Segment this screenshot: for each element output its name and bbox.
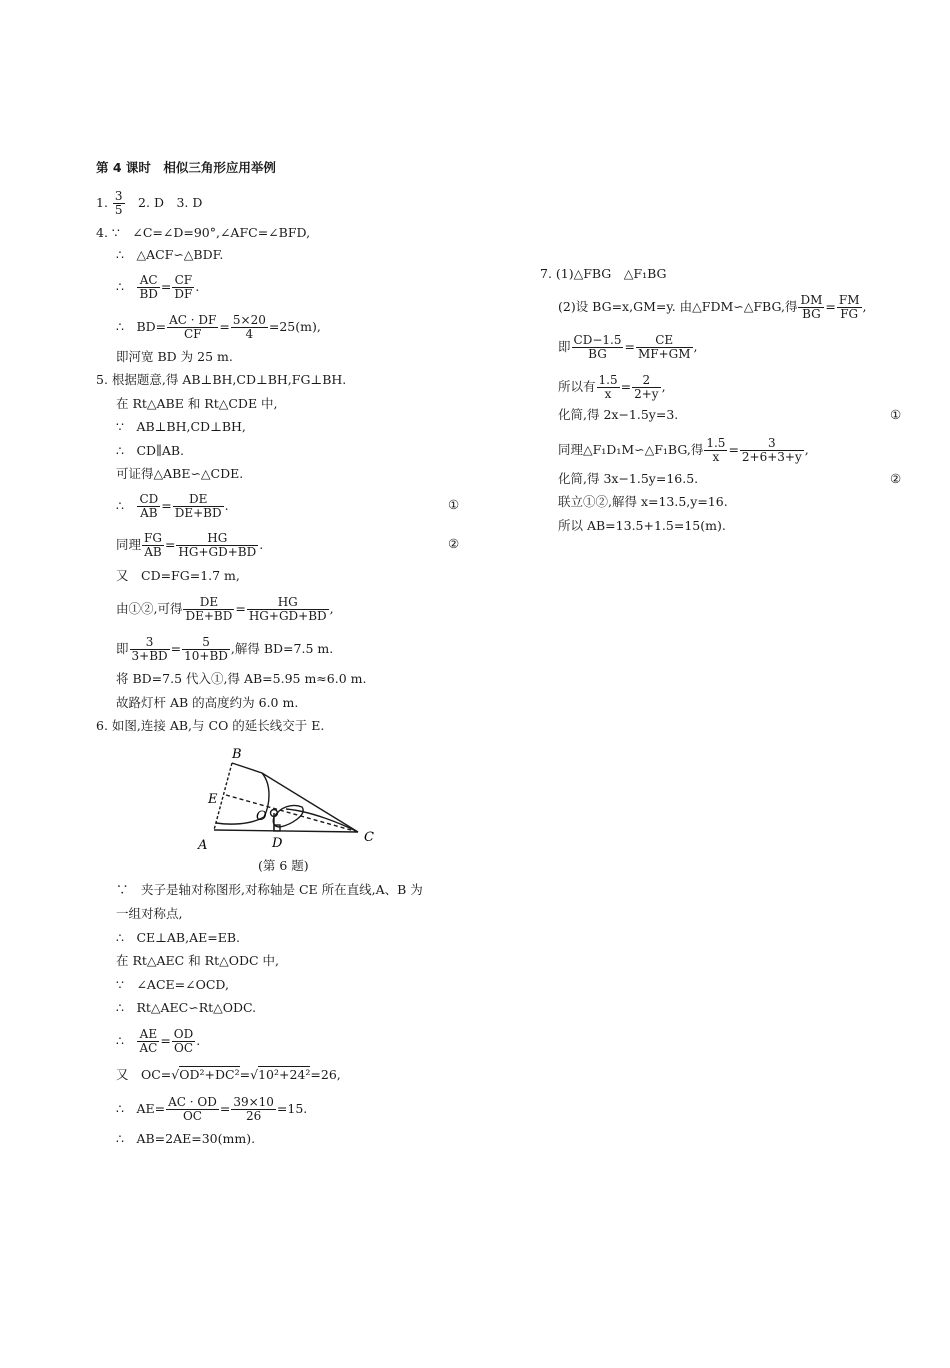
- q6-line-3: 一组对称点,: [116, 906, 183, 921]
- q6-line-9: 又 OC=√OD²+DC²=√10²+24²=26,: [116, 1067, 341, 1082]
- label-o: O: [256, 809, 267, 824]
- q5-line-9: 由①②,可得 $\frac{DE}{DE+BD}$ = $\frac{HG}{HG+GD+BD}$ ,: [116, 595, 334, 623]
- q6-line-6: ∵ ∠ACE=∠OCD,: [116, 977, 229, 992]
- q6-line-10: ∴ AE= $\frac{AC \cdot OD}{OC}$ = $\frac{39\times 10}{26}$ =15.: [116, 1095, 308, 1123]
- q7-line-6: 同理△F₁D₁M∽△F₁BG,得 $\frac{1.5}{x}$ = $\frac{3}{2+6+3+y}$ ,: [558, 436, 809, 464]
- q6-line-8: ∴ $\frac{AE}{AC}$ = $\frac{OD}{OC}$ .: [116, 1027, 201, 1055]
- q5-line-7: 同理 $\frac{FG}{AB}$ = $\frac{HG}{HG+GD+BD}$ .: [116, 531, 264, 559]
- q6-line-11: ∴ AB=2AE=30(mm).: [116, 1131, 256, 1146]
- q5-line-2: 在 Rt△ABE 和 Rt△CDE 中,: [116, 396, 278, 411]
- q5-line-10: 即 $\frac{3}{3+BD}$ = $\frac{5}{10+BD}$ ,解得 BD=7.5 m.: [116, 635, 334, 663]
- fraction: $\frac{3}{5}$: [114, 189, 123, 217]
- figure-caption: (第 6 题): [258, 858, 309, 873]
- q7-equation-mark-1: ①: [890, 407, 902, 422]
- sqrt-sign: √: [250, 1067, 259, 1082]
- sqrt-sign: √: [171, 1067, 180, 1082]
- q4-line-2: ∴ △ACF∽△BDF.: [116, 247, 224, 262]
- q5-line-5: 可证得△ABE∽△CDE.: [116, 466, 244, 481]
- q4-line-1: 4. ∵ ∠C=∠D=90°,∠AFC=∠BFD,: [96, 225, 311, 240]
- q6-line-1: 6. 如图,连接 AB,与 CO 的延长线交于 E.: [96, 718, 325, 733]
- q7-line-3: 即 $\frac{CD-1.5}{BG}$ = $\frac{CE}{MF+GM}$ ,: [558, 333, 698, 361]
- q4-line-3: ∴ $\frac{AC}{BD}$ = $\frac{CF}{DF}$ .: [116, 273, 200, 301]
- q7-line-2: (2)设 BG=x,GM=y. 由△FDM∽△FBG,得 $\frac{DM}{BG}$ = $\frac{FM}{FG}$ ,: [558, 293, 867, 321]
- label-d: D: [272, 836, 283, 851]
- section-title: 第 4 课时 相似三角形应用举例: [96, 160, 276, 175]
- q5-line-4: ∴ CD∥AB.: [116, 443, 184, 458]
- q7-line-1: 7. (1)△FBG △F₁BG: [540, 266, 667, 281]
- q7-line-5: 化简,得 2x−1.5y=3.: [558, 407, 679, 422]
- q1-label: 1.: [96, 195, 112, 210]
- equation-mark-2: ②: [448, 536, 460, 551]
- label-a: A: [198, 838, 208, 853]
- q7-line-9: 所以 AB=13.5+1.5=15(m).: [558, 518, 726, 533]
- q5-line-6: ∴ $\frac{CD}{AB}$ = $\frac{DE}{DE+BD}$ .: [116, 492, 229, 520]
- q7-line-8: 联立①②,解得 x=13.5,y=16.: [558, 494, 728, 509]
- q5-line-11: 将 BD=7.5 代入①,得 AB=5.95 m≈6.0 m.: [116, 671, 367, 686]
- answers-1-3: [96, 190, 202, 217]
- q7-equation-mark-2: ②: [890, 471, 902, 486]
- q6-line-2: ∵ 夹子是轴对称图形,对称轴是 CE 所在直线,A、B 为: [116, 882, 423, 897]
- q7-line-7: 化简,得 3x−1.5y=16.5.: [558, 471, 699, 486]
- q2-q3-answers: 2. D 3. D: [125, 195, 203, 210]
- q6-line-5: 在 Rt△AEC 和 Rt△ODC 中,: [116, 953, 280, 968]
- label-e: E: [208, 792, 218, 807]
- q5-line-8: 又 CD=FG=1.7 m,: [116, 568, 240, 583]
- lower-arm-outline: [214, 830, 358, 832]
- q5-line-1: 5. 根据题意,得 AB⊥BH,CD⊥BH,FG⊥BH.: [96, 372, 347, 387]
- spring-line: [286, 809, 358, 832]
- q5-line-12: 故路灯杆 AB 的高度约为 6.0 m.: [116, 695, 299, 710]
- label-b: B: [232, 747, 242, 762]
- q4-line-5: 即河宽 BD 为 25 m.: [116, 349, 233, 364]
- q6-line-7: ∴ Rt△AEC∽Rt△ODC.: [116, 1000, 257, 1015]
- q5-line-3: ∵ AB⊥BH,CD⊥BH,: [116, 419, 246, 434]
- q7-line-4: 所以有 $\frac{1.5}{x}$ = $\frac{2}{2+y}$ ,: [558, 373, 666, 401]
- axis-ce: [226, 795, 358, 832]
- label-c: C: [364, 830, 374, 845]
- equation-mark-1: ①: [448, 497, 460, 512]
- clip-figure: [190, 745, 390, 855]
- q4-line-4: ∴ BD= $\frac{AC \cdot DF}{CF}$ = $\frac{5\times 20}{4}$ =25(m),: [116, 313, 321, 341]
- q6-line-4: ∴ CE⊥AB,AE=EB.: [116, 930, 240, 945]
